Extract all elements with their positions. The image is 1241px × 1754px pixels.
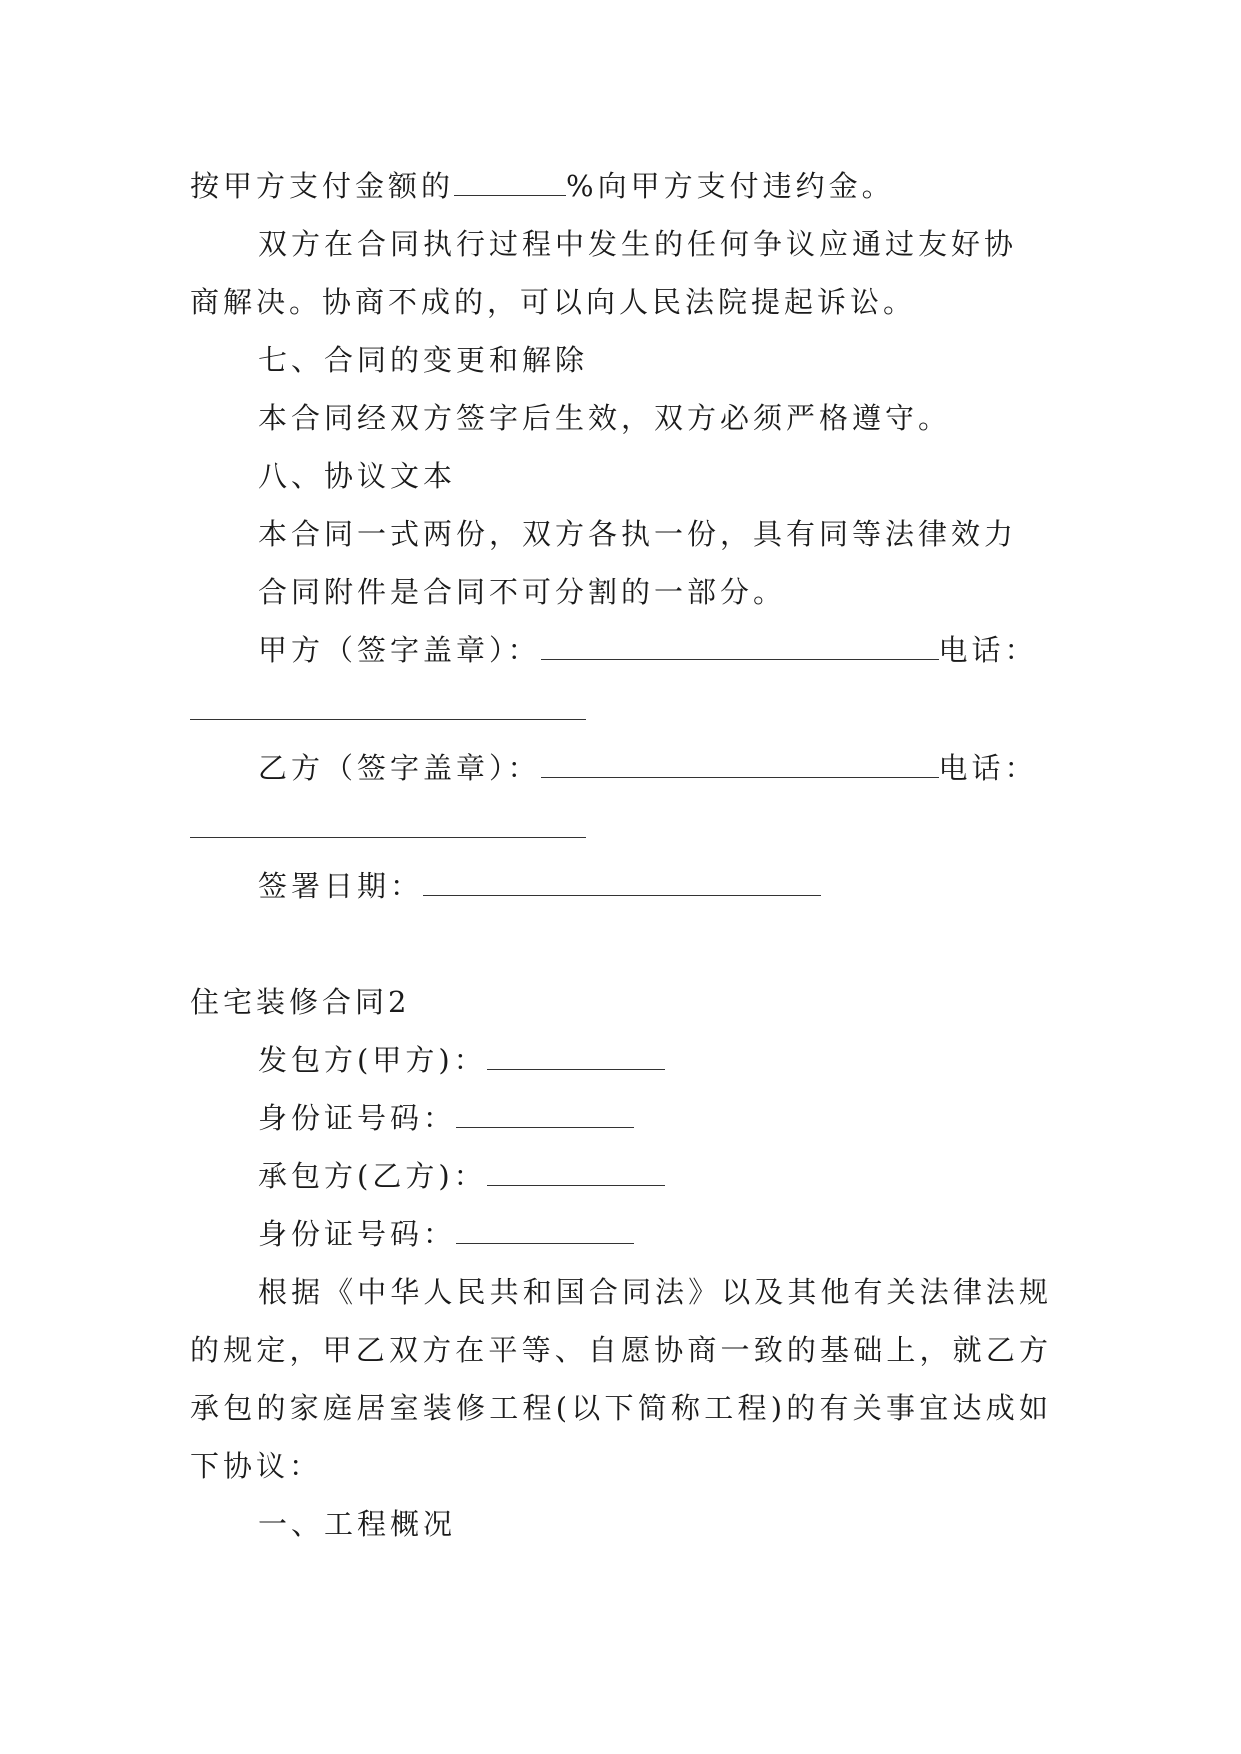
- party-a-signature-line: [258, 633, 1038, 667]
- party-a-phone-label: 电话：: [938, 633, 1038, 667]
- penalty-percent-blank: [454, 194, 566, 196]
- employer-line: [258, 1043, 665, 1077]
- contractor-id-line: [258, 1217, 634, 1251]
- intro-paragraph-line1: 根据《中华人民共和国合同法》以及其他有关法律法规: [258, 1275, 1052, 1309]
- contractor-id-blank: [456, 1242, 634, 1244]
- sign-date-label: 签署日期：: [258, 869, 424, 903]
- sign-date-line: [258, 869, 821, 903]
- section-1-heading: 一、工程概况: [258, 1507, 457, 1541]
- employer-label: 发包方(甲方)：: [258, 1043, 487, 1077]
- party-b-signature-label: 乙方（签字盖章）：: [258, 751, 541, 785]
- intro-paragraph-line3: 承包的家庭居室装修工程(以下简称工程)的有关事宜达成如: [190, 1391, 1052, 1425]
- section-8-text-2: 合同附件是合同不可分割的一部分。: [258, 575, 787, 609]
- employer-id-blank: [456, 1126, 634, 1128]
- party-b-signature-blank: [541, 776, 939, 778]
- dispute-paragraph-line2: 商解决。协商不成的，可以向人民法院提起诉讼。: [190, 285, 917, 319]
- employer-blank: [487, 1068, 665, 1070]
- party-b-phone-label: 电话：: [938, 751, 1038, 785]
- contractor-label: 承包方(乙方)：: [258, 1159, 487, 1193]
- dispute-paragraph-line1: 双方在合同执行过程中发生的任何争议应通过友好协: [258, 227, 1018, 261]
- contractor-id-label: 身份证号码：: [258, 1217, 457, 1251]
- employer-id-label: 身份证号码：: [258, 1101, 457, 1135]
- contractor-blank: [487, 1184, 665, 1186]
- penalty-line: [190, 169, 895, 203]
- intro-paragraph-line2: 的规定，甲乙双方在平等、自愿协商一致的基础上，就乙方: [190, 1333, 1052, 1367]
- section-8-text-1: 本合同一式两份，双方各执一份，具有同等法律效力: [258, 517, 1018, 551]
- party-b-signature-line: [258, 751, 1038, 785]
- section-7-text: 本合同经双方签字后生效，双方必须严格遵守。: [258, 401, 952, 435]
- employer-id-line: [258, 1101, 634, 1135]
- penalty-text-before: 按甲方支付金额的: [190, 169, 455, 203]
- party-a-signature-label: 甲方（签字盖章）：: [258, 633, 541, 667]
- intro-paragraph-line4: 下协议：: [190, 1449, 323, 1483]
- party-b-phone-blank: [190, 837, 586, 838]
- penalty-text-after: %向甲方支付违约金。: [566, 169, 895, 203]
- contractor-line: [258, 1159, 665, 1193]
- sign-date-blank: [423, 894, 821, 896]
- contract-2-title: 住宅装修合同2: [190, 985, 411, 1019]
- party-a-signature-blank: [541, 658, 939, 660]
- section-8-heading: 八、协议文本: [258, 459, 457, 493]
- party-a-phone-blank: [190, 719, 586, 720]
- section-7-heading: 七、合同的变更和解除: [258, 343, 589, 377]
